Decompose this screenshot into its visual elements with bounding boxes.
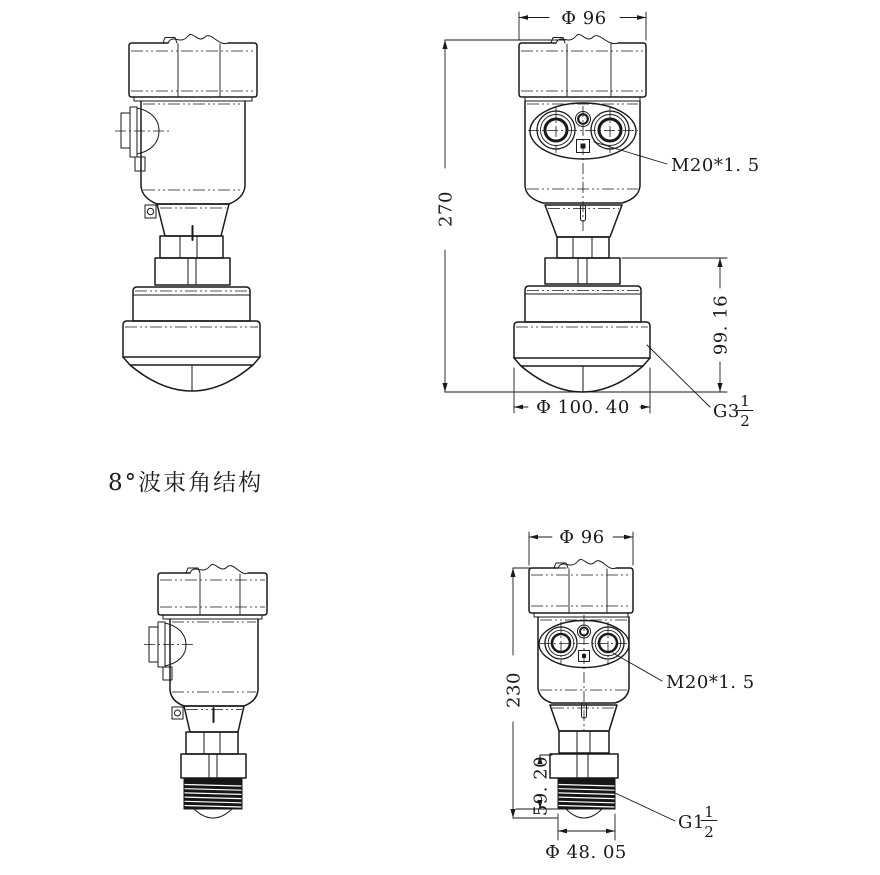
view-bottom-left-side-thread xyxy=(144,564,267,818)
hex-nut xyxy=(550,754,618,778)
dim-text-phi10040: Φ 100. 40 xyxy=(536,397,630,418)
frac-denominator: 2 xyxy=(704,823,714,841)
dim-cable-entry-leader xyxy=(613,653,755,693)
ground-screw-tab xyxy=(172,707,183,719)
housing-cap xyxy=(519,34,646,97)
shoulder xyxy=(184,706,244,732)
dim-text-m20: M20*1. 5 xyxy=(666,672,755,693)
hex-nut xyxy=(545,258,620,284)
beam-angle-caption: 8°波束角结构 xyxy=(108,470,264,496)
frac-numerator: 1 xyxy=(740,392,750,410)
dim-text-g1: G1 xyxy=(678,812,705,833)
dim-overall-height-270 xyxy=(436,40,728,392)
cable-gland-left xyxy=(537,107,575,153)
terminal-face-plate xyxy=(528,103,638,232)
dim-text-270: 270 xyxy=(435,191,457,227)
process-thread xyxy=(558,779,615,809)
view-bottom-right-front-thread xyxy=(504,527,755,863)
housing-cap xyxy=(529,559,633,613)
neck-segments xyxy=(186,732,238,754)
lens-tip xyxy=(194,809,232,818)
neck-segments xyxy=(557,237,609,258)
hex-nut xyxy=(181,754,246,778)
dim-process-thread-leader xyxy=(613,792,717,841)
process-thread xyxy=(184,779,242,809)
enclosure-body xyxy=(141,101,245,204)
dim-housing-diameter-top xyxy=(519,8,646,40)
shoulder xyxy=(157,204,229,240)
housing-cap xyxy=(129,34,257,97)
cable-gland-right xyxy=(591,107,629,153)
dome-lens xyxy=(130,365,253,391)
antenna-housing xyxy=(133,287,250,321)
view-top-left-side-dome xyxy=(115,34,260,391)
antenna-housing xyxy=(525,286,641,322)
dim-text-phi96: Φ 96 xyxy=(561,8,607,29)
dome-lens xyxy=(521,366,643,392)
dim-antenna-height-9916 xyxy=(622,258,732,392)
frac-numerator: 1 xyxy=(704,803,714,821)
cable-entry-boss xyxy=(115,107,170,171)
dim-text-5920: 59. 20 xyxy=(530,755,552,817)
antenna-flange xyxy=(514,322,650,366)
dim-text-230: 230 xyxy=(503,672,525,708)
ground-screw-tab xyxy=(145,205,156,218)
dim-text-phi96: Φ 96 xyxy=(559,527,605,548)
frac-denominator: 2 xyxy=(740,412,750,430)
view-top-right-front-dome xyxy=(436,8,760,430)
dim-thread-diameter xyxy=(545,814,627,863)
hex-nut xyxy=(155,258,230,285)
dim-text-g3: G3 xyxy=(713,401,740,422)
dim-text-phi4805: Φ 48. 05 xyxy=(545,842,627,863)
enclosure-body xyxy=(170,619,258,706)
dim-text-m20: M20*1. 5 xyxy=(671,155,760,176)
dim-text-9916: 99. 16 xyxy=(710,294,732,356)
antenna-flange xyxy=(123,321,260,365)
housing-cap xyxy=(158,564,267,615)
neck-segments xyxy=(559,731,609,753)
dim-thread-height-5920 xyxy=(516,755,557,816)
break-squiggle xyxy=(556,34,618,43)
dim-process-thread-leader xyxy=(647,345,753,430)
lens-tip xyxy=(566,809,602,818)
